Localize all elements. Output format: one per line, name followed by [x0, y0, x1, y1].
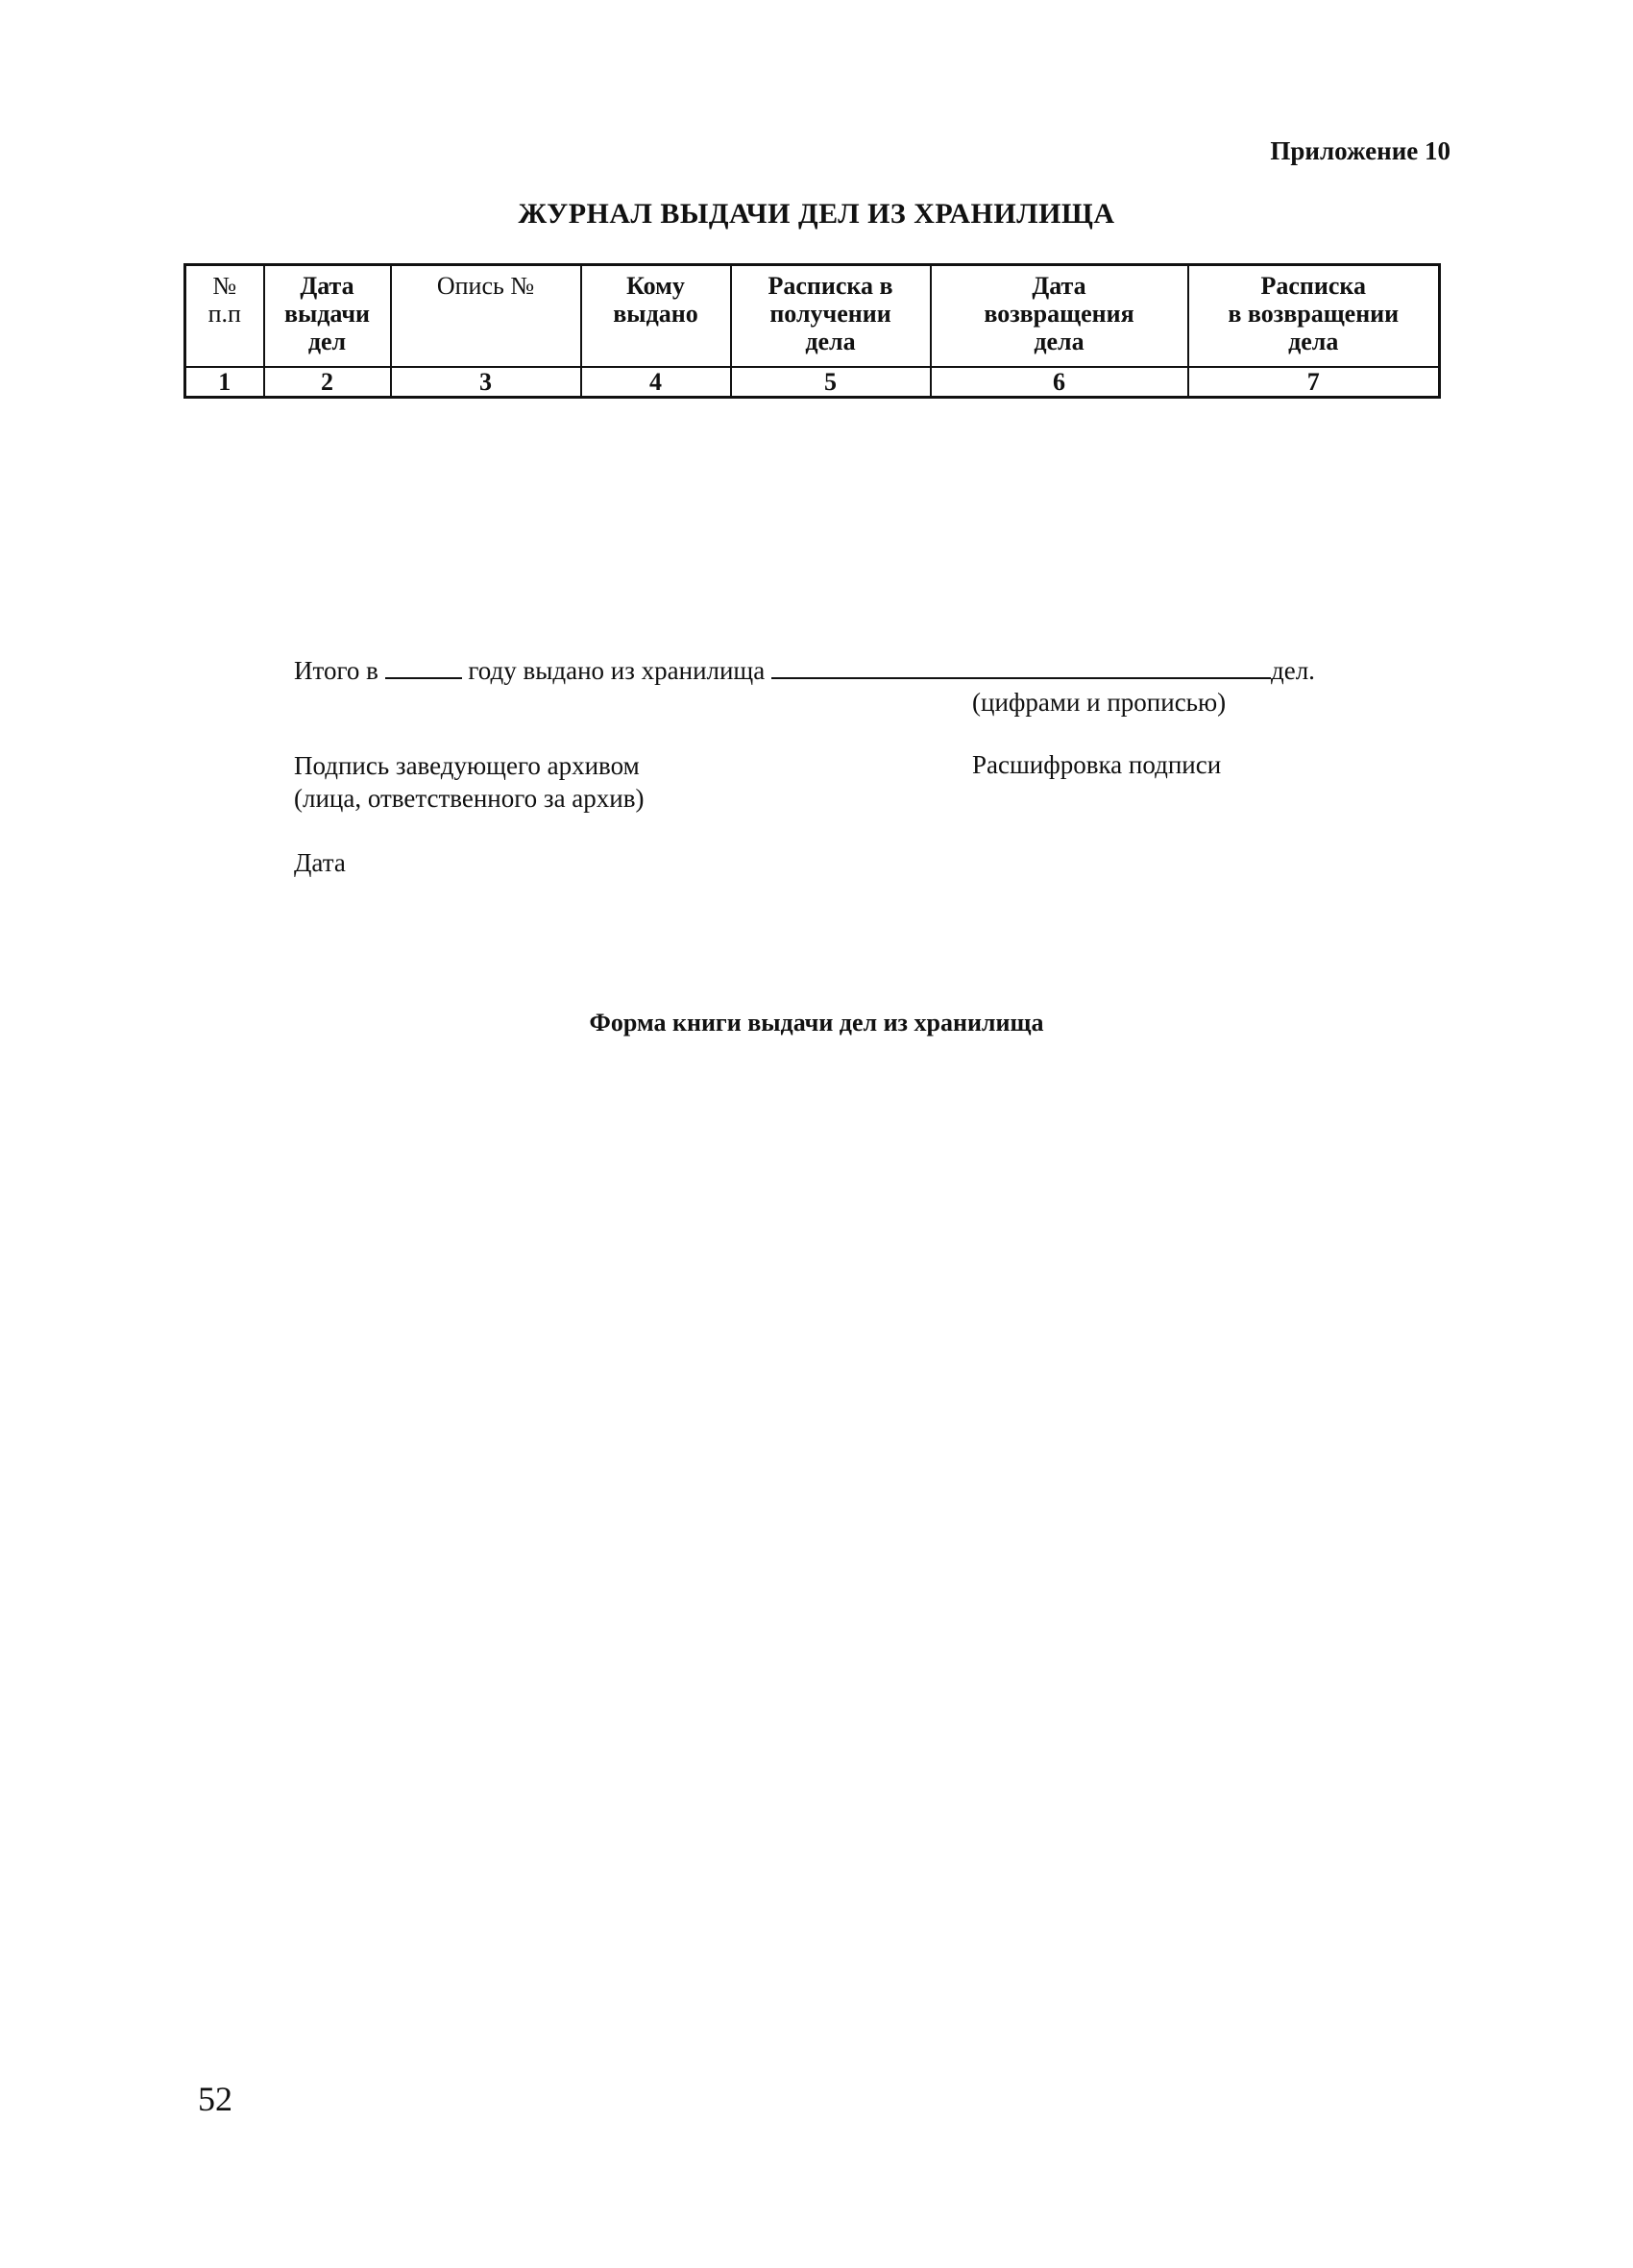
total-prefix: Итого в	[294, 656, 378, 685]
header-line: дел	[307, 328, 347, 356]
column-number-cell: 1	[185, 367, 264, 398]
appendix-label: Приложение 10	[1270, 136, 1450, 165]
column-number-cell: 6	[931, 367, 1188, 398]
header-line: дела	[1034, 328, 1085, 356]
form-caption: Форма книги выдачи дел из хранилища	[589, 1009, 1044, 1036]
header-line: Дата	[300, 272, 354, 300]
signature-decode-label: Расшифровка подписи	[972, 750, 1222, 779]
header-line: получении	[769, 300, 891, 329]
header-line: Дата	[1032, 272, 1086, 300]
header-line: выдачи	[283, 300, 371, 329]
header-cell-inventory	[391, 265, 581, 368]
header-line: в возвращении	[1228, 300, 1400, 329]
header-line: п.п	[207, 300, 241, 329]
total-hint: (цифрами и прописью)	[972, 688, 1227, 717]
total-line	[294, 656, 1315, 686]
column-number-cell: 5	[731, 367, 931, 398]
page-number: 52	[198, 2080, 232, 2118]
header-cell-issued-to	[581, 265, 731, 368]
column-number-cell: 3	[391, 367, 581, 398]
signature-label	[294, 750, 644, 816]
header-cell-receipt	[731, 265, 931, 368]
total-middle: году выдано из хранилища	[468, 656, 766, 685]
date-label: Дата	[294, 848, 346, 877]
header-line: Опись №	[436, 272, 535, 300]
header-line: выдано	[613, 300, 698, 329]
header-line: №	[212, 272, 237, 300]
signature-line-2: (лица, ответственного за архив)	[294, 783, 645, 813]
header-line: возвращения	[984, 300, 1134, 329]
header-cell-return-receipt	[1188, 265, 1440, 368]
header-cell-number	[185, 265, 264, 368]
header-line: Расписка	[1260, 272, 1366, 300]
header-cell-return-date	[931, 265, 1188, 368]
journal-table	[183, 263, 1441, 399]
header-line: Расписка в	[768, 272, 893, 300]
year-blank-line[interactable]	[385, 656, 462, 679]
journal-title: ЖУРНАЛ ВЫДАЧИ ДЕЛ ИЗ ХРАНИЛИЩА	[518, 198, 1115, 230]
total-suffix: дел.	[1270, 656, 1315, 685]
column-number-cell: 2	[264, 367, 391, 398]
header-cell-issue-date	[264, 265, 391, 368]
header-line: дела	[1288, 328, 1339, 356]
table-header-row	[185, 265, 1440, 368]
signature-line-1: Подпись заведующего архивом	[294, 751, 640, 780]
column-number-row	[185, 367, 1440, 398]
header-line: Кому	[626, 272, 685, 300]
column-number-cell: 4	[581, 367, 731, 398]
count-blank-line[interactable]	[771, 656, 1271, 679]
column-number-cell: 7	[1188, 367, 1440, 398]
header-line: дела	[805, 328, 856, 356]
